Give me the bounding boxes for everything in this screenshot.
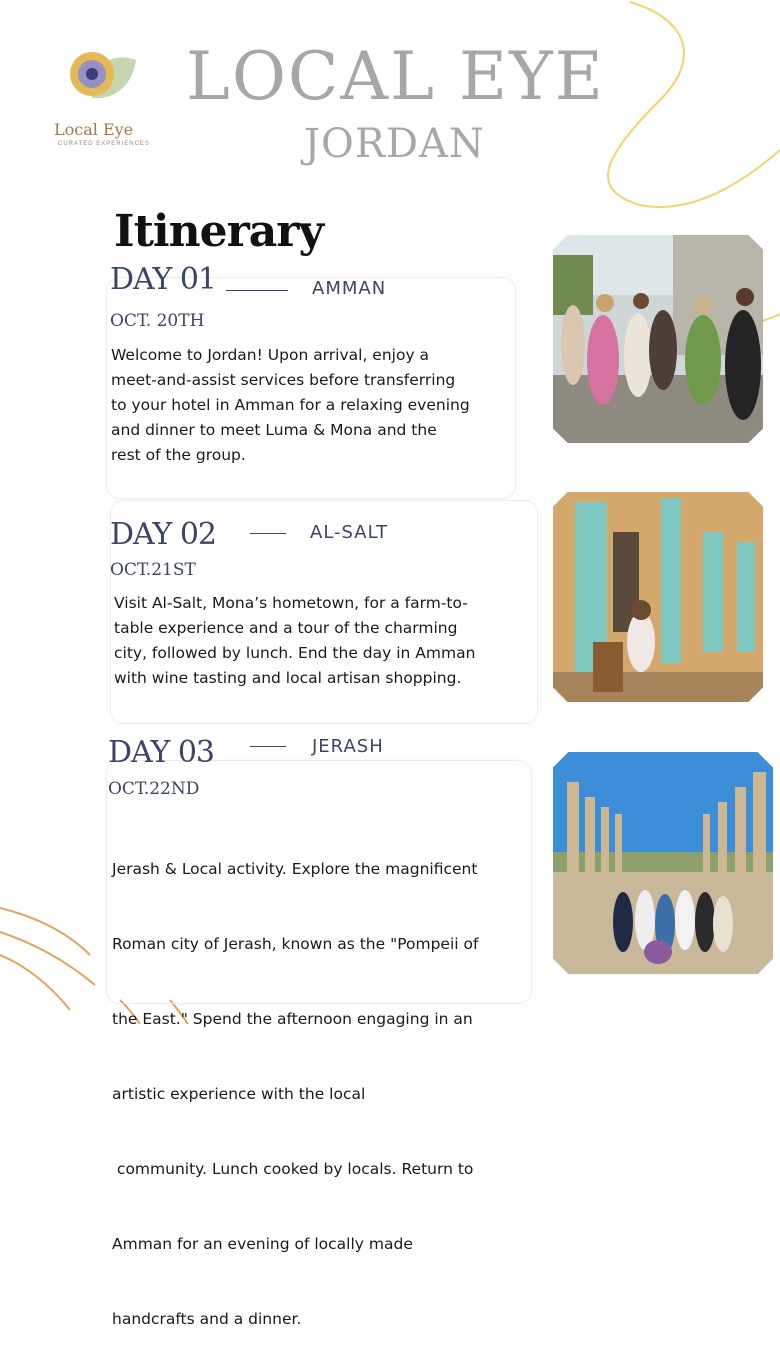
day-label: DAY 02 [110, 517, 217, 552]
day-date: OCT.21ST [110, 560, 196, 580]
roman-columns-photo [553, 752, 773, 974]
day-date: OCT. 20TH [110, 311, 205, 331]
day-divider [226, 290, 288, 291]
day-place: JERASH [312, 736, 384, 757]
day-description: Visit Al-Salt, Mona’s hometown, for a farm-to- table experience and a tour of the charming city, followed by lunch. End the day in Amman with wine tasting and local artisan shopping. [114, 594, 476, 687]
day-label: DAY 03 [108, 735, 215, 770]
logo-tagline: CURATED EXPERIENCES [58, 141, 150, 147]
brand-subtitle: JORDAN [304, 121, 485, 167]
day-place: AL-SALT [310, 522, 389, 543]
logo [52, 48, 152, 147]
day-place: AMMAN [312, 278, 387, 299]
eye-logo-icon [62, 48, 138, 112]
day-description: Welcome to Jordan! Upon arrival, enjoy a meet-and-assist services before transferring to your hotel in Amman for a relaxing evening and dinner to meet Luma & Mona and the rest of the group. [111, 346, 470, 464]
itinerary-heading: Itinerary [114, 206, 324, 257]
day-description: Jerash & Local activity. Explore the magnificent Roman city of Jerash, known as the "Pompeii of the East." Spend the afternoon engaging in an artistic experience with the local community. Lunch cooked by locals. Return to Amman for an evening of locally made handcrafts and a dinner. [112, 860, 479, 1328]
blue-shutters-photo [553, 492, 763, 702]
day-divider [250, 533, 286, 534]
street-group-photo [553, 235, 763, 443]
day-date: OCT.22ND [108, 779, 200, 799]
brand-title: LOCAL EYE [186, 38, 605, 115]
day-divider [250, 746, 286, 747]
logo-name: Local Eye [54, 120, 134, 139]
day-label: DAY 01 [110, 262, 217, 297]
